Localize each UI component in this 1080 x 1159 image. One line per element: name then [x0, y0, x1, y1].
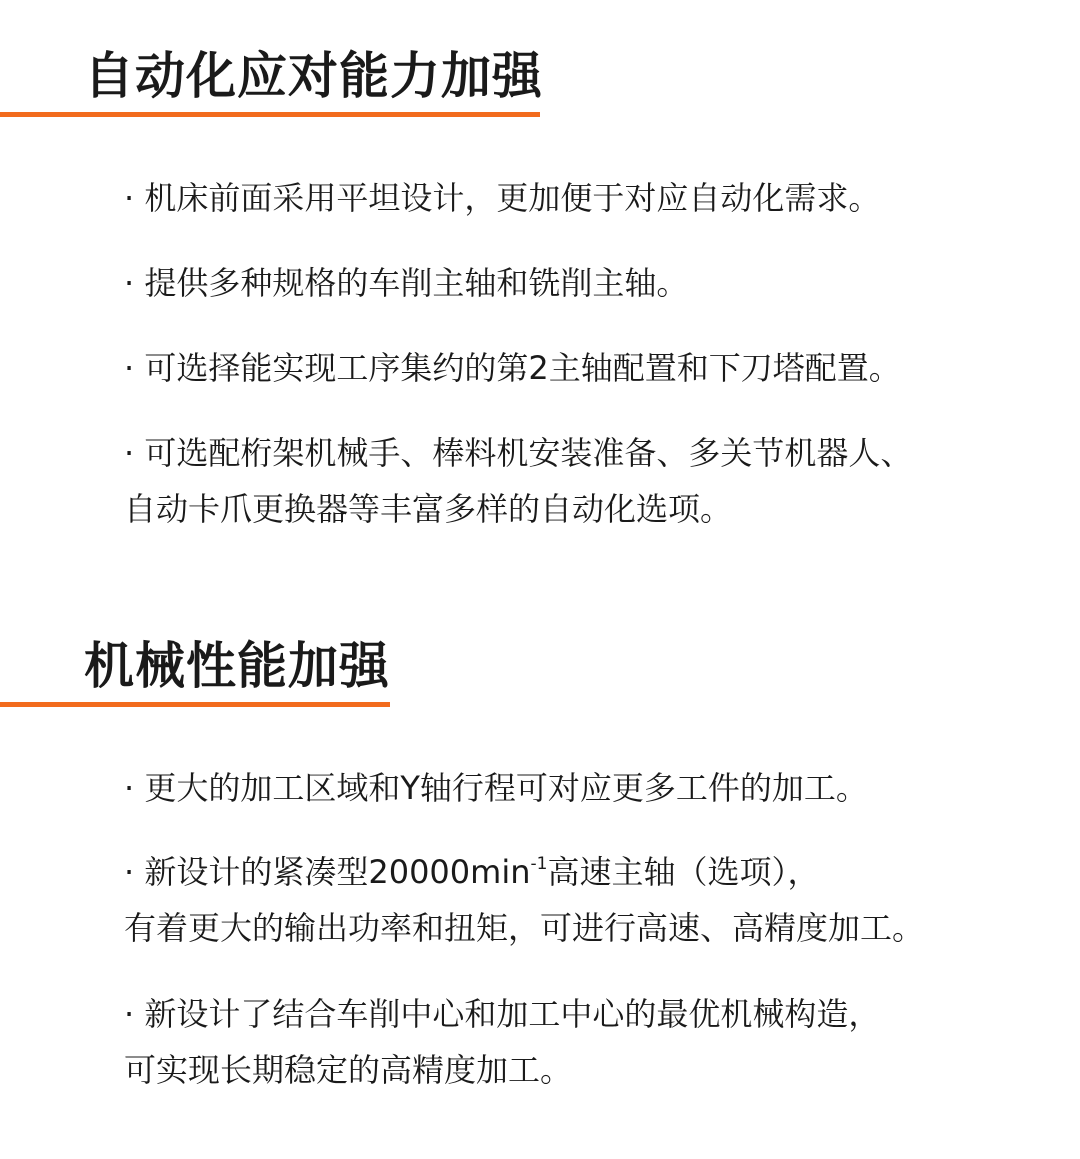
bullet-text	[124, 844, 924, 900]
section-underline-automation	[0, 112, 540, 117]
bullet-item	[124, 255, 688, 311]
section-title-mechanical: 机械性能加强	[84, 637, 390, 695]
bullet-text-continued: 可实现长期稳定的高精度加工。	[124, 1051, 573, 1089]
section-underline-mechanical	[0, 702, 390, 707]
bullet-text: · 机床前面采用平坦设计，更加便于对应自动化需求。	[124, 179, 881, 217]
bullet-text: · 更大的加工区域和Y轴行程可对应更多工件的加工。	[124, 769, 868, 807]
bullet-item	[124, 425, 912, 537]
bullet-text-continued: 自动卡爪更换器等丰富多样的自动化选项。	[124, 490, 733, 528]
bullet-item	[124, 986, 880, 1098]
bullet-text: · 可选择能实现工序集约的第2主轴配置和下刀塔配置。	[124, 349, 901, 387]
bullet-text-part: 高速主轴（选项），	[547, 853, 820, 891]
bullet-item	[124, 760, 868, 816]
bullet-item	[124, 844, 924, 956]
superscript-exponent: -1	[530, 854, 548, 874]
section-title-automation: 自动化应对能力加强	[84, 47, 543, 105]
bullet-text: · 新设计了结合车削中心和加工中心的最优机械构造，	[124, 995, 881, 1033]
bullet-item	[124, 340, 901, 396]
bullet-text-part: · 新设计的紧凑型20000min	[124, 853, 531, 891]
bullet-text-continued: 有着更大的输出功率和扭矩，可进行高速、高精度加工。	[124, 909, 925, 947]
bullet-text: · 提供多种规格的车削主轴和铣削主轴。	[124, 264, 689, 302]
bullet-item	[124, 170, 880, 226]
bullet-text: · 可选配桁架机械手、棒料机安装准备、多关节机器人、	[124, 434, 913, 472]
